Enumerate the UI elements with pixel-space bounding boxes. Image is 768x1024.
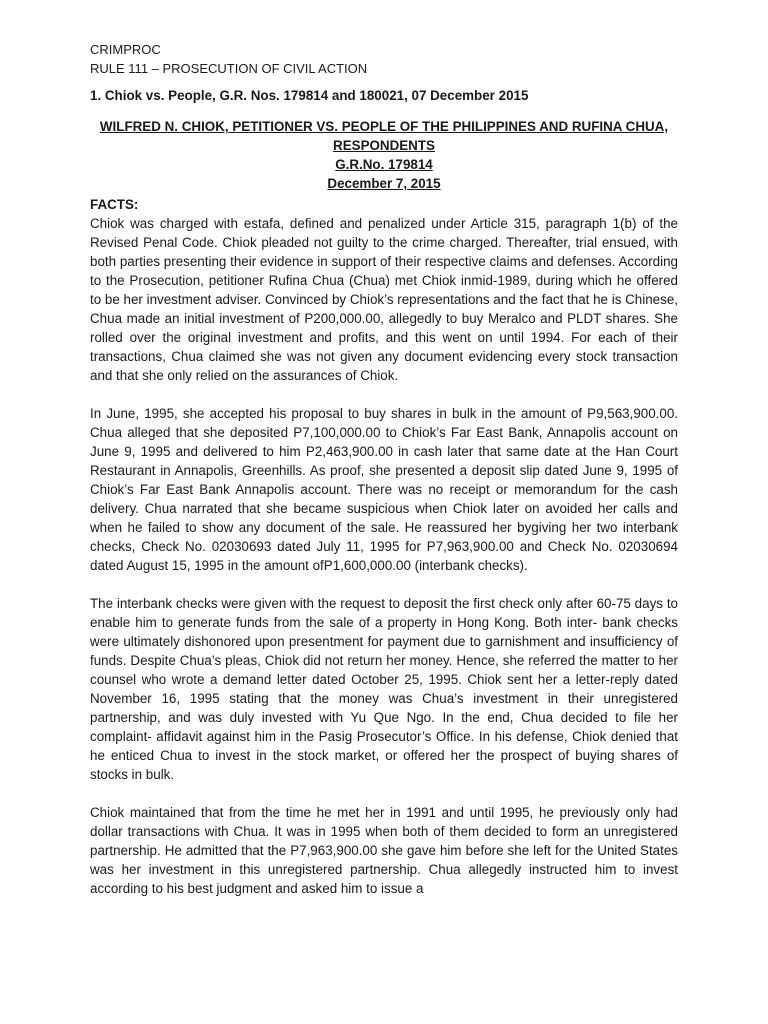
- parties-line-1: WILFRED N. CHIOK, PETITIONER VS. PEOPLE OF THE PHILIPPINES AND RUFINA CHUA,: [99, 119, 669, 134]
- facts-heading: FACTS:: [90, 197, 139, 212]
- facts-paragraph: The interbank checks were given with the request to deposit the first check only after 60-75 days to enable him to generate funds from the sale of a property in Hong Kong. Both inter- bank checks were ultimately dishonored upon presentment for payment due to garnishment and insufficiency of funds. Despite Chua’s pleas, Chiok did not return her money. Hence, she referred the matter to her counsel who wrote a demand letter dated October 25, 1995. Chiok sent her a letter-reply dated November 16, 1995 stating that the money was Chua’s investment in their unregistered partnership, and was duly invested with Yu Que Ngo. In the end, Chua decided to file her complaint- affidavit against him in the Pasig Prosecutor’s Office. In his defense, Chiok denied that he enticed Chua to invest in the stock market, or offered her the prospect of buying shares of stocks in bulk.: [90, 596, 678, 782]
- facts-paragraph: Chiok was charged with estafa, defined and penalized under Article 315, paragraph 1(b) of the Revised Penal Code. Chiok pleaded not guilty to the crime charged. Thereafter, trial ensued, with both parties presenting their evidence in support of their respective claims and defenses. According to the Prosecution, petitioner Rufina Chua (Chua) met Chiok inmid-1989, during which he offered to be her investment adviser. Convinced by Chiok’s representations and the fact that he is Chinese, Chua made an initial investment of P200,000.00, allegedly to buy Meralco and PLDT shares. She rolled over the original investment and profits, and this went on until 1994. For each of their transactions, Chua claimed she was not given any document evidencing every stock transaction and that she only relied on the assurances of Chiok.: [90, 216, 678, 383]
- document-page: [90, 40, 678, 917]
- rule-heading: RULE 111 – PROSECUTION OF CIVIL ACTION: [90, 61, 368, 76]
- gr-number: G.R.No. 179814: [335, 157, 433, 172]
- facts-paragraph: Chiok maintained that from the time he met her in 1991 and until 1995, he previously only had dollar transactions with Chua. It was in 1995 when both of them decided to form an unregistered partnership. He admitted that the P7,963,900.00 she gave him before she left for the United States was her investment in this unregistered partnership. Chua allegedly instructed him to invest according to his best judgment and asked him to issue a: [90, 805, 678, 896]
- facts-paragraph: In June, 1995, she accepted his proposal to buy shares in bulk in the amount of P9,563,900.00. Chua alleged that she deposited P7,100,000.00 to Chiok’s Far East Bank, Annapolis account on June 9, 1995 and delivered to him P2,463,900.00 in cash later that same date at the Han Court Restaurant in Annapolis, Greenhills. As proof, she presented a deposit slip dated June 9, 1995 of Chiok’s Far East Bank Annapolis account. There was no receipt or memorandum for the cash delivery. Chua narrated that she became suspicious when Chiok later on avoided her calls and when he failed to show any document of the sale. He reassured her bygiving her two interbank checks, Check No. 02030693 dated July 11, 1995 for P7,963,900.00 and Check No. 02030694 dated August 15, 1995 in the amount ofP1,600,000.00 (interbank checks).: [90, 406, 678, 573]
- course-code: CRIMPROC: [90, 42, 161, 57]
- case-title-block: [90, 117, 678, 193]
- case-citation: 1. Chiok vs. People, G.R. Nos. 179814 and 180021, 07 December 2015: [90, 88, 529, 103]
- parties-line-2: RESPONDENTS: [333, 138, 435, 153]
- decision-date: December 7, 2015: [327, 176, 441, 191]
